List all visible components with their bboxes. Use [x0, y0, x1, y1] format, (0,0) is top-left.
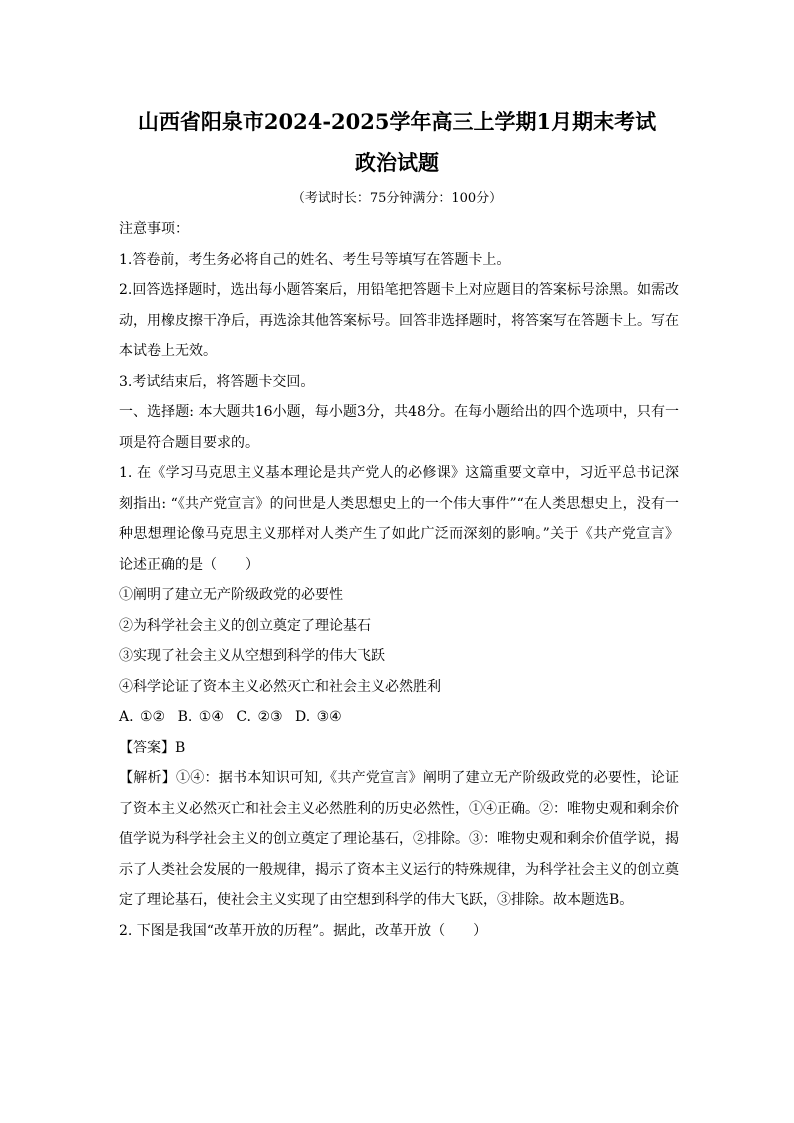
exam-title: 山西省阳泉市2024-2025学年高三上学期1月期末考试 — [137, 109, 657, 134]
question-1-statement-4: ④科学论证了资本主义必然灭亡和社会主义必然胜利 — [119, 678, 441, 695]
exam-subject-title: 政治试题 — [355, 150, 439, 175]
question-1-answer: 【答案】B — [119, 739, 186, 756]
question-2-stem: 2. 下图是我国“改革开放的历程”。据此，改革开放（ ） — [119, 922, 488, 939]
exam-body — [119, 214, 679, 946]
notes-heading: 注意事项： — [119, 221, 189, 237]
section-heading: 一、选择题: 本大题共16小题，每小题3分，共48分。在每小题给出的四个选项中，只有一项是符合题目要求的。 — [119, 404, 679, 451]
question-1-analysis: 【解析】①④：据书本知识可知,《共产党宣言》阐明了建立无产阶级政党的必要性，论证了资本主义必然灭亡和社会主义必然胜利的历史必然性，①④正确。②：唯物史观和剩余价值学说为科学社会主义的创立奠定了理论基石，②排除。③：唯物史观和剩余价值学说，揭示了人类社会发展的一般规律，揭示了资本主义运行的特殊规律，为科学社会主义的创立奠定了理论基石，使社会主义实现了由空想到科学的伟大飞跃，③排除。故本题选B。 — [119, 770, 679, 908]
question-1-statement-3: ③实现了社会主义从空想到科学的伟大飞跃 — [119, 648, 385, 664]
note-item-3: 3.考试结束后，将答题卡交回。 — [119, 373, 315, 390]
note-item-1: 1.答卷前，考生务必将自己的姓名、考生号等填写在答题卡上。 — [119, 251, 511, 268]
exam-duration-info: （考试时长：75分钟满分：100分） — [291, 191, 503, 206]
option-d: D. ③④ — [295, 709, 342, 725]
option-a: A. ①② — [119, 709, 166, 725]
question-1-options — [119, 702, 679, 733]
option-b: B. ①④ — [177, 709, 224, 725]
question-1-statement-2: ②为科学社会主义的创立奠定了理论基石 — [119, 617, 371, 634]
note-item-2: 2.回答选择题时，选出每小题答案后，用铅笔把答题卡上对应题目的答案标号涂黑。如需改动，用橡皮擦干净后，再选涂其他答案标号。回答非选择题时，将答案写在答题卡上。写在本试卷上无效。 — [119, 282, 679, 359]
option-c: C. ②③ — [236, 709, 283, 725]
question-1-statement-1: ①阐明了建立无产阶级政党的必要性 — [119, 587, 343, 603]
question-1-stem: 1. 在《学习马克思主义基本理论是共产党人的必修课》这篇重要文章中，习近平总书记深刻指出: “《共产党宣言》的问世是人类思想史上的一个伟大事件”“在人类思想史上，没有一种思想理论像马克思主义那样对人类产生了如此广泛而深刻的影响。”关于《共产党宣言》论述正确的是（ ） — [119, 465, 679, 573]
